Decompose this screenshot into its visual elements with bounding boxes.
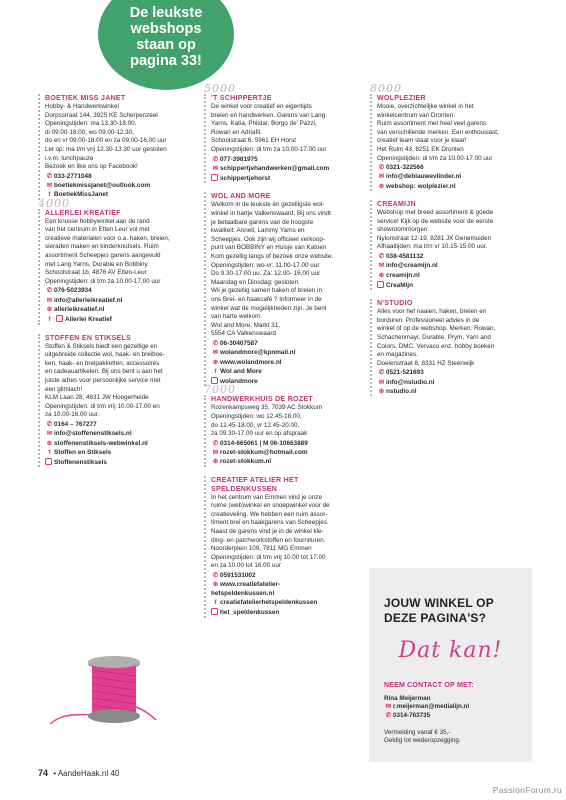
contact-row [377,379,530,387]
contact-row [211,608,361,617]
shop-description: Stoffen & Stiksels biedt een gezellige en uitgebreide collectie wol, haak- en breiboe- ken, haak- en breipakketten, accessoires en cadeauartikelen. Bij ons bent u aan het juiste adres voor persoonlijke service met een glimlach! KLM Laan 28, 4631 JW Hoogerheide Openingstijden: di t/m vrij 10.00-17.00 en za 10.00-16.00 uur. [45,342,165,419]
shop-name: WOLPLEZIER [377,95,426,102]
contact-value[interactable]: creamijn.nl [386,271,420,279]
advert-contact-heading: NEEM CONTACT OP MET: [384,682,475,689]
shop-name: HANDWERKHUIS DE ROZET [211,396,313,404]
contact-row [211,599,361,607]
shop-description: Hobby- & Handwerkwinkel Dorpsstraat 144, 3925 KE Scherpenzeel Openingstijden: ma 13.30-18.00, di 09.00-18.00, wo 09.00-12.30, do en vr 09.00-18.00 en za 09.00-16.00 uur Let op: ma t/m vrij 12.30-13.30 uur gesloten i.v.m. lunchpauze Bezoek en like ons op Facebook! [45,103,167,171]
mail-icon: ✉ [378,378,385,386]
contact-row [377,262,530,270]
column-2 [204,82,361,627]
column-1 [38,94,195,476]
contact-value: 076-5023934 [54,287,92,295]
contact-value[interactable]: info@nstudio.nl [386,378,435,386]
mail-icon: ✉ [212,164,219,172]
contact-row [377,173,530,181]
contact-value: 0591531002 [220,572,256,580]
contact-row [211,440,361,448]
instagram-icon [211,174,218,181]
shop-description: Een knusse hobbywinkel aan de rand van het centrum in Etten Leur vol met creatieve materialen voor o.a. haken, breien, sieraden maken en kinderknutsels. Ruim assortiment Scheepjes garens aangevuld met Lang Yarns, Durable en Bobbiny. Schoolstraat 1b, 4876 AV Etten-Leur Openingstijden: di t/m za 10.00-17.00 uur [45,217,170,285]
mail-icon: ✉ [212,449,219,457]
mail-icon: ✉ [46,182,53,190]
instagram-icon [45,458,52,465]
phone-icon: ✆ [378,253,385,261]
facebook-icon: f [48,316,51,324]
magazine-name: AandeHaak.nl 40 [57,769,120,778]
contact-row [211,368,361,376]
phone-icon: ✆ [46,172,53,180]
contact-row [45,287,195,295]
contact-value: 06-30407587 [220,339,258,347]
globe-icon: ⊕ [46,439,53,447]
contact-row [211,581,361,598]
facebook-icon: f [48,448,51,456]
instagram-icon [377,281,384,288]
contact-row [377,388,530,396]
phone-icon: ✆ [212,439,219,447]
instagram-icon [211,608,218,615]
contact-value: wolandmore [220,378,258,386]
contact-value[interactable]: stoffenenstiksels-webwinkel.nl [54,439,148,447]
contact-value: creatiefatelierhetspeldenkussen [220,598,318,606]
advert-box [369,568,532,762]
contact-value[interactable]: info@allerleikreatief.nl [54,296,123,304]
contact-value: 077-3981975 [220,155,258,163]
instagram-icon [56,315,63,322]
advert-phone-row [384,712,469,720]
contact-row [45,449,195,457]
contact-value: Stoffen en Stiksels [54,448,112,456]
shop-listing [204,192,361,386]
phone-icon: ✆ [46,420,53,428]
mail-icon: ✉ [378,262,385,270]
contact-row [377,281,530,290]
badge-line: De leukste [129,5,203,21]
contact-row [377,272,530,280]
contact-row [211,340,361,348]
shop-listing [204,82,361,183]
facebook-icon: f [48,191,51,199]
contact-value: 0164 – 767277 [54,420,97,428]
contact-row [377,183,530,191]
phone-icon: ✆ [378,369,385,377]
postcode-region-label: 4000 [38,196,70,210]
mail-icon: ✉ [378,173,385,181]
facebook-icon: f [214,367,217,375]
contact-value: Wol and More [220,367,262,375]
contact-row [211,174,361,183]
badge-line: pagina 33! [130,53,202,69]
contact-value: 0314-665061 | M 06-10663889 [220,439,308,447]
contact-value: 0321-322566 [386,164,424,172]
shop-listing [370,82,530,191]
contact-value: het_speldenkussen [220,609,280,617]
contact-row [45,430,195,438]
contact-row [211,165,361,173]
globe-icon: ⊕ [378,387,385,395]
column-3 [370,82,530,405]
badge-line: webshops [130,21,202,37]
contact-row [377,164,530,172]
shop-description: Webshop met breed assortiment & goede service! Kijk op de website voor de eerste showroommorgen. Nylonstraat 12-19, 8281 JX Genemuiden Afhaaltijden: ma t/m vr 10.15-15.00 uur. [377,209,494,251]
contact-value[interactable]: rozet-stokkum@hotmail.com [220,449,308,457]
watermark: PassionForum.ru [492,785,562,795]
mail-icon: ✉ [46,296,53,304]
shop-description: Mooie, overzichtelijke winkel in het winkelcentrum van Dronten. Ruim assortiment met heel veel garens van verschillende merken. Een enthousiast, creatief team staat voor je klaar! Het Ruim 43, 8251 EK Dronten Openingstijden: di t/m za 10.00-17.00 uur [377,103,499,162]
advert-name: Rina Meijerman [384,695,431,702]
globe-icon: ⊕ [212,458,219,466]
contact-value: Allerlei Kreatief [65,316,112,324]
contact-value: 033-2771048 [54,172,92,180]
postcode-region-label: 8000 [370,82,402,95]
contact-value: CreaMijn [386,281,413,289]
shop-listing [38,334,195,468]
shop-listing [370,200,530,290]
shop-listing [204,383,361,466]
shop-name: N'STUDIO [377,300,413,308]
contact-value[interactable]: nstudio.nl [386,387,417,395]
contact-row [211,449,361,457]
shop-name: ALLERLEI KREATIEF [45,209,121,217]
advert-note: Vermelding vanaf € 35,- Geldig tot wederopzegging. [384,729,461,745]
advert-phone: 0314-763735 [393,711,431,719]
contact-value: 0521-521693 [386,369,424,377]
contact-value: BoetiekMissJanet [54,191,108,199]
contact-row [45,306,195,314]
shop-listing [204,476,361,618]
contact-row [211,458,361,466]
mail-icon: ✉ [46,430,53,438]
contact-value[interactable]: boetiekmissjanet@outlook.com [54,182,151,190]
contact-row [45,421,195,429]
shop-listing [38,94,195,200]
contact-row [211,572,361,580]
phone-icon: ✆ [212,572,219,580]
contact-row [45,440,195,448]
contact-value: 038-4581132 [386,253,424,261]
shop-description: Alles voor het naaien, haken, breien en borduren. Professioneel advies in de winkel of op de webshop. Merken: Rowan, Schachenmayr, Durable, Prym, Yarn and Colors, DMC, Vervaco enz. hobby boeken en magazines. Doelenstraat 8, 8331 HZ Steenwijk [377,308,496,367]
shop-name: BOETIEK MISS JANET [45,95,126,102]
shop-listing [38,196,195,325]
contact-value[interactable]: www.wolandmore.nl [220,358,282,366]
contact-row [45,458,195,467]
facebook-icon: f [214,598,217,606]
shop-listing [370,299,530,396]
contact-row [45,182,195,190]
contact-row [211,156,361,164]
shop-description: Welkom in de leukste én gezelligste wol- winkel in hartje Valkenswaard. Bij ons vindt je betaalbare garens van de hoogste kwaliteit: Annell, Lammy Yarns en Scheepjes. Ook zijn wij officieel verkoop- punt van BOBBINY en Huisje van Katoen Kom gezellig langs of bezoek onze website. Openingstijden: wo-vr: 11.00-17.00 uur Do 9.30-17.00 uu. Za: 12.00- 16.00 uur Maandag en Dinsdag: gesloten. Wil je gezellig samen haken of breien in ons Brei- en haakcafé ? Informeer in de winkel wat de mogelijkheden zijn. Je bent van harte welkom. Wol and More, Markt 31, 5554 CA Valkenswaard [211,201,334,338]
contact-row [377,369,530,377]
advert-contact [384,695,469,720]
mail-icon: ✉ [212,349,219,357]
contact-row [211,359,361,367]
contact-row [45,315,195,324]
contact-value[interactable]: info@stoffenenstiksels.nl [54,430,132,438]
phone-icon: ✆ [212,339,219,347]
contact-row [45,297,195,305]
footer-bullet: • [53,769,57,778]
contact-value[interactable]: www.creatiefatelier- hetspeldenkussen.nl [211,581,281,597]
contact-value[interactable]: allerleikreatief.nl [54,305,105,313]
shop-description: Rozenkampsweg 35, 7039 AC Stokkum Openingstijden: wo 12.45-18.00, do 12.45-18.00, vr 12.45-20.00, za 09.30-17.00 uur en op afspraak [211,404,322,438]
page-footer [38,768,119,778]
phone-icon: ✆ [46,287,53,295]
phone-icon: ✆ [212,155,219,163]
contact-value: schippertjehorst [220,175,271,183]
contact-row [45,173,195,181]
shop-description: De winkel voor creatief en eigentijds breien en handwerken. Garens van Lang Yarns, Katia, Phildar, Borgo de' Pazzi, Rowan en Adriafil. Schoolstraat 6, 5961 EH Horst Openingstijden: di t/m za 10.00-17.00 uur [211,103,327,153]
contact-value: Stoffenenstiksels [54,459,107,467]
shop-name: WOL AND MORE [211,193,271,201]
shop-name: CREATIEF ATELIER HET SPELDENKUSSEN [211,476,299,493]
shop-name: 'T SCHIPPERTJE [211,95,272,102]
yarn-spool-illustration [48,650,158,734]
contact-value[interactable]: info@creamijn.nl [386,262,438,270]
globe-icon: ⊕ [378,271,385,279]
advert-email[interactable]: r.meijerman@medialijn.nl [393,703,470,711]
shop-name: CREAMIJN [377,201,416,209]
contact-value[interactable]: info@deblauwevlinder.nl [386,173,462,181]
globe-icon: ⊕ [212,358,219,366]
mail-icon: ✉ [385,703,392,711]
contact-value[interactable]: rozet-stokkum.nl [220,458,272,466]
contact-value[interactable]: wolandmore@kpnmail.nl [220,349,296,357]
globe-icon: ⊕ [46,305,53,313]
contact-value[interactable]: webshop: wolplezier.nl [386,182,456,190]
globe-icon: ⊕ [212,581,219,589]
badge-line: staan op [136,37,196,53]
postcode-region-label: 5000 [204,82,236,95]
promo-badge [98,0,234,90]
globe-icon: ⊕ [378,182,385,190]
shop-description: In het centrum van Emmen vind je onze ruime (web)winkel en snoepwinkel voor de creatieveling. We hebben een ruim assor- timent brei en haakgarens van Scheepjes. Naast de garens vind je in de winkel kle- ding- en patchworkstoffen en fournituren. Noorderplein 109, 7811 MG Emmen Openingstijden: di t/m vrij 10.00 tot 17.00 en za 10.00 tot 16.00 uur [211,493,330,570]
advert-script: Dat kan! [398,638,503,663]
phone-icon: ✆ [378,164,385,172]
contact-row [211,349,361,357]
advert-email-row [384,703,469,711]
contact-value[interactable]: schippertjehandwerken@gmail.com [220,164,330,172]
contact-row [377,253,530,261]
postcode-region-label: 7000 [204,383,236,397]
advert-title: JOUW WINKEL OP DEZE PAGINA'S? [384,596,494,625]
page-number: 74 [38,768,49,778]
shop-name: STOFFEN EN STIKSELS [45,334,132,342]
phone-icon: ✆ [385,711,392,719]
